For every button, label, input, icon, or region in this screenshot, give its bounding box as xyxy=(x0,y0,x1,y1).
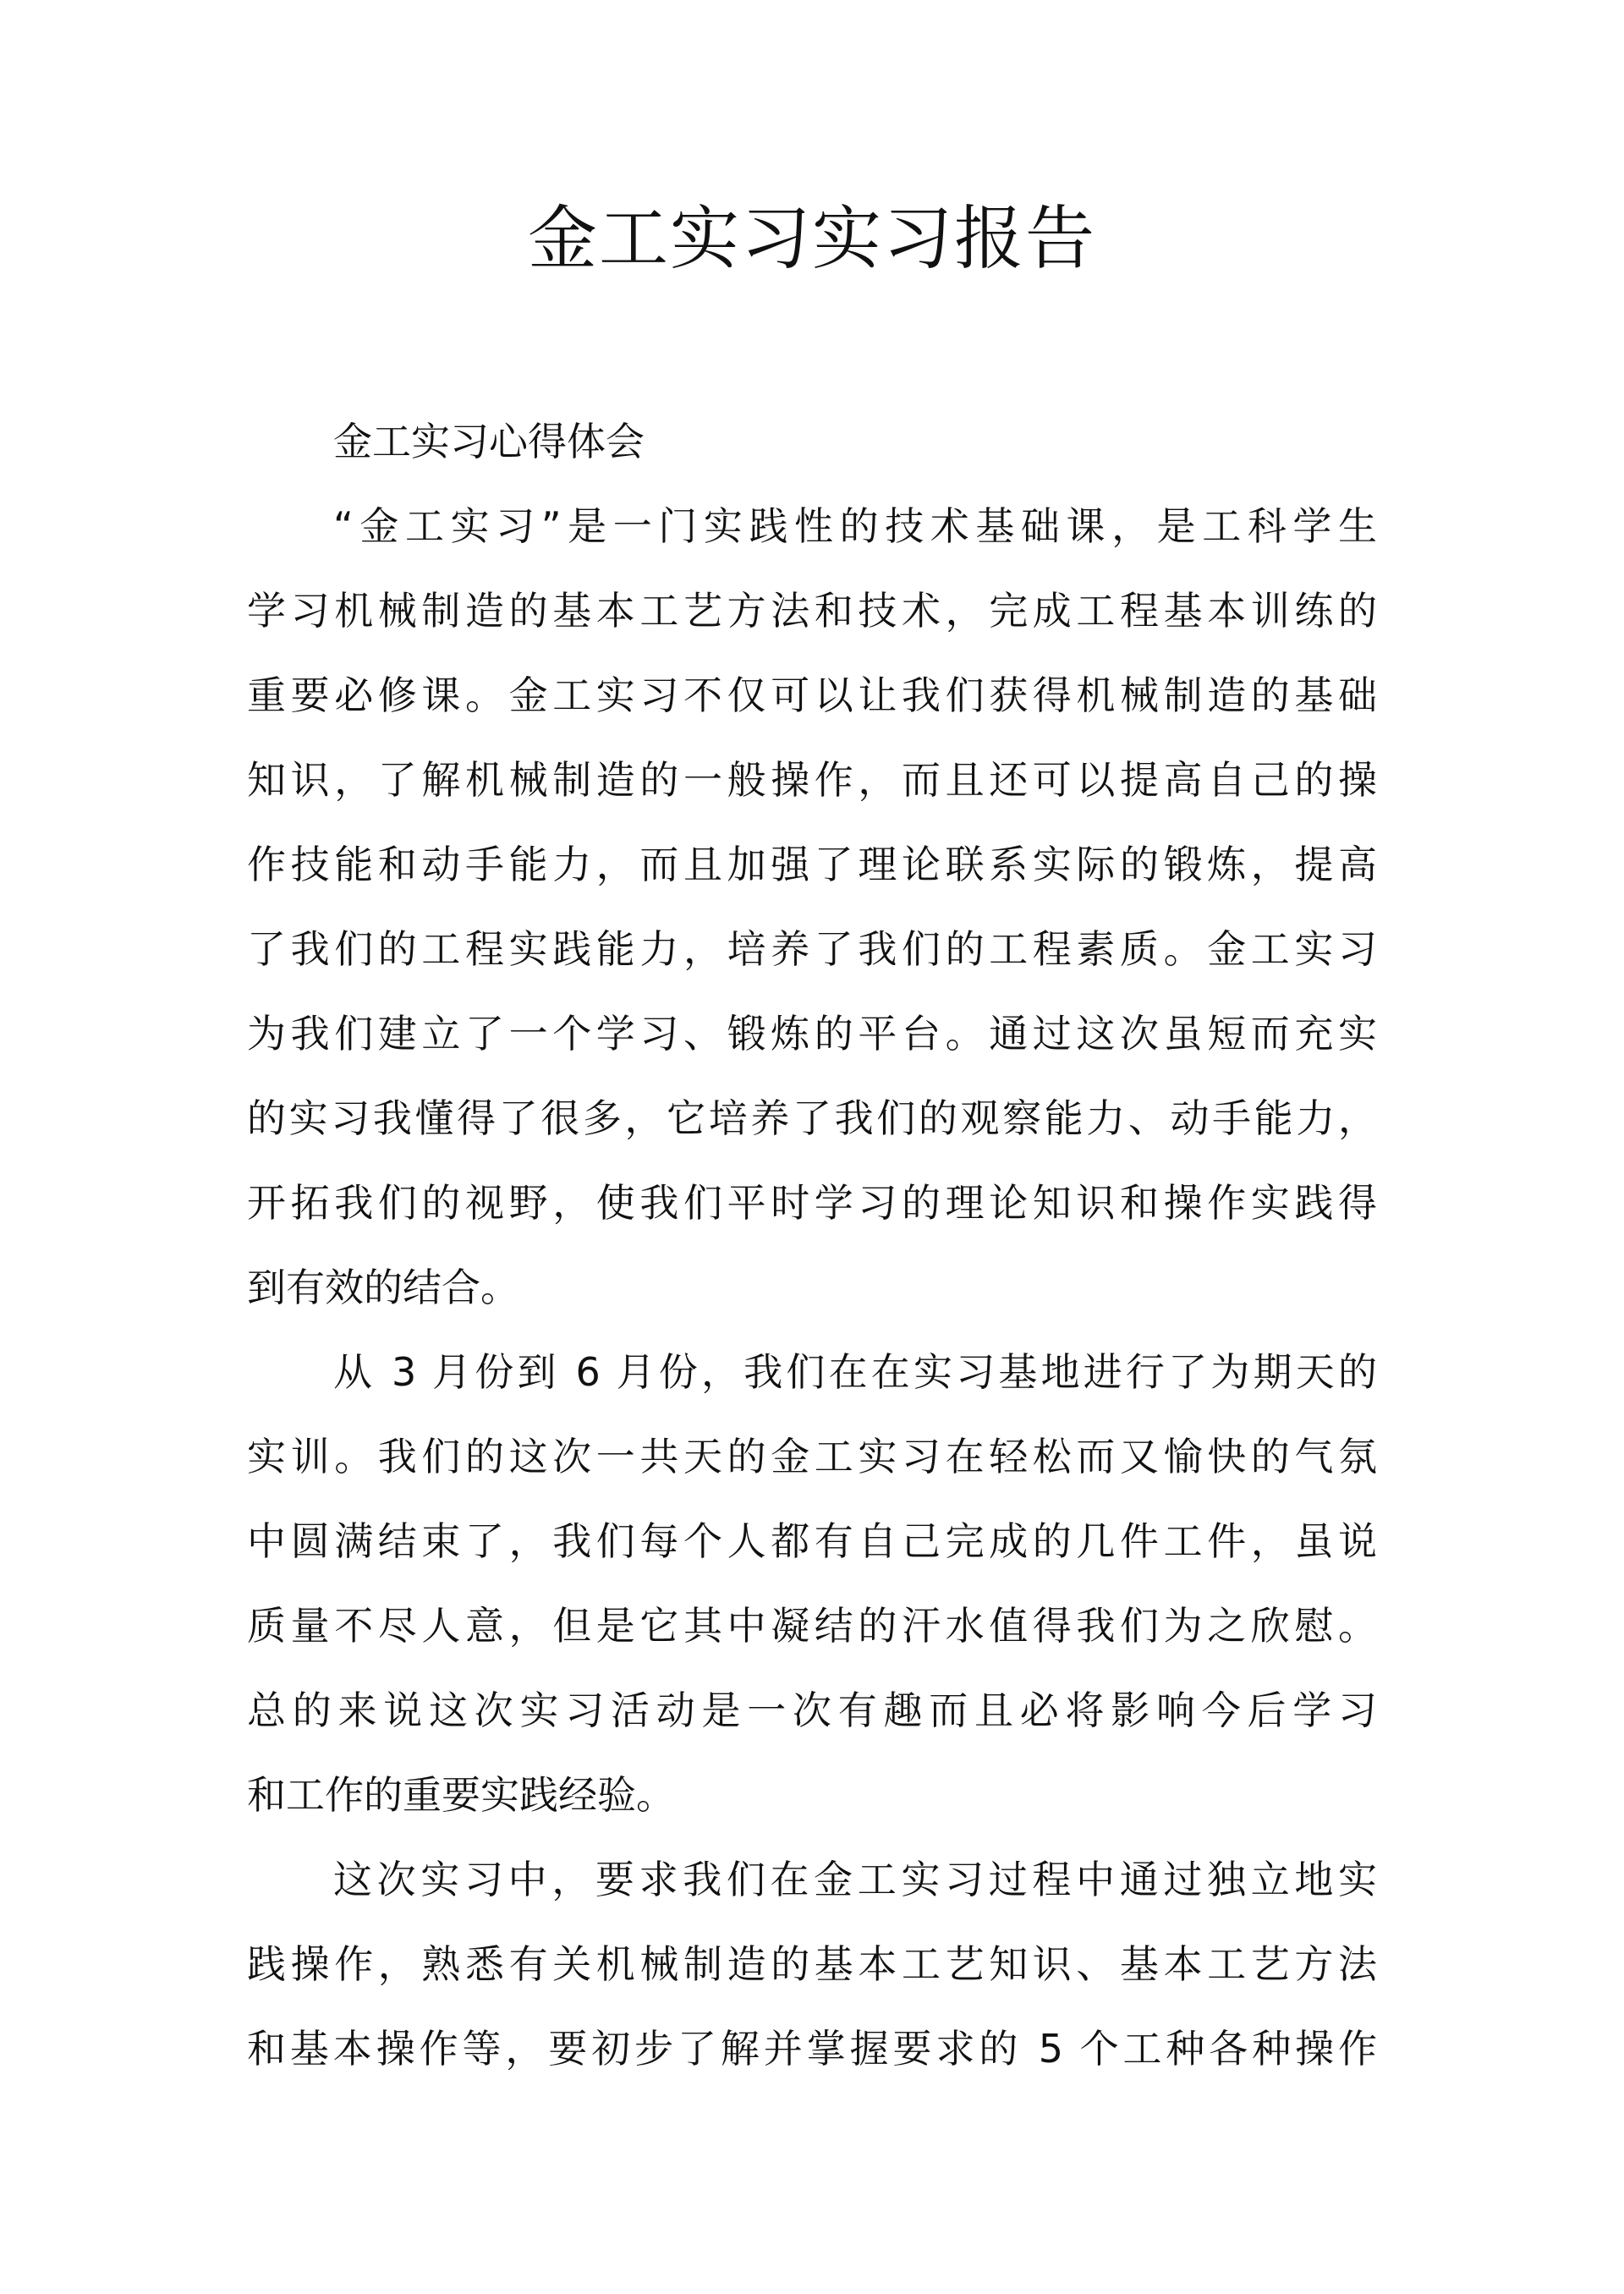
section-heading: 金工实习心得体会 xyxy=(333,419,645,464)
paragraph-line: 这次实习中，要求我们在金工实习过程中通过独立地实 xyxy=(333,1857,1377,1902)
paragraph-line: 学习机械制造的基本工艺方法和技术，完成工程基本训练的 xyxy=(247,588,1377,634)
paragraph-line: 的实习我懂得了很多，它培养了我们的观察能力、动手能力， xyxy=(247,1095,1377,1141)
paragraph-line: 从 3 月份到 6 月份，我们在在实习基地进行了为期天的 xyxy=(333,1349,1377,1395)
paragraph-line: 作技能和动手能力，而且加强了理论联系实际的锻炼，提高 xyxy=(247,842,1377,887)
paragraph-line: 到有效的结合。 xyxy=(247,1265,519,1310)
paragraph-line: 和基本操作等，要初步了解并掌握要求的 5 个工种各种操作 xyxy=(247,2026,1377,2072)
paragraph-line: 重要必修课。金工实习不仅可以让我们获得机械制造的基础 xyxy=(247,672,1377,718)
paragraph-line: 了我们的工程实践能力，培养了我们的工程素质。金工实习 xyxy=(247,926,1377,972)
paragraph-line: 中圆满结束了，我们每个人都有自己完成的几件工件，虽说 xyxy=(247,1518,1377,1564)
paragraph-line: 践操作，熟悉有关机械制造的基本工艺知识、基本工艺方法 xyxy=(247,1941,1377,1987)
document-title: 金工实习实习报告 xyxy=(527,199,1096,279)
paragraph-line: “金工实习”是一门实践性的技术基础课，是工科学生 xyxy=(333,503,1377,549)
paragraph-line: 知识，了解机械制造的一般操作，而且还可以提高自己的操 xyxy=(247,757,1377,803)
paragraph-line: 质量不尽人意，但是它其中凝结的汗水值得我们为之欣慰。 xyxy=(247,1603,1377,1649)
paragraph-line: 开拓我们的视野，使我们平时学习的理论知识和操作实践得 xyxy=(247,1180,1377,1226)
paragraph-line: 实训。我们的这次一共天的金工实习在轻松而又愉快的气氛 xyxy=(247,1434,1377,1479)
paragraph-line: 为我们建立了一个学习、锻炼的平台。通过这次虽短而充实 xyxy=(247,1011,1377,1056)
paragraph-line: 和工作的重要实践经验。 xyxy=(247,1772,675,1818)
paragraph-line: 总的来说这次实习活动是一次有趣而且必将影响今后学习 xyxy=(247,1688,1377,1733)
